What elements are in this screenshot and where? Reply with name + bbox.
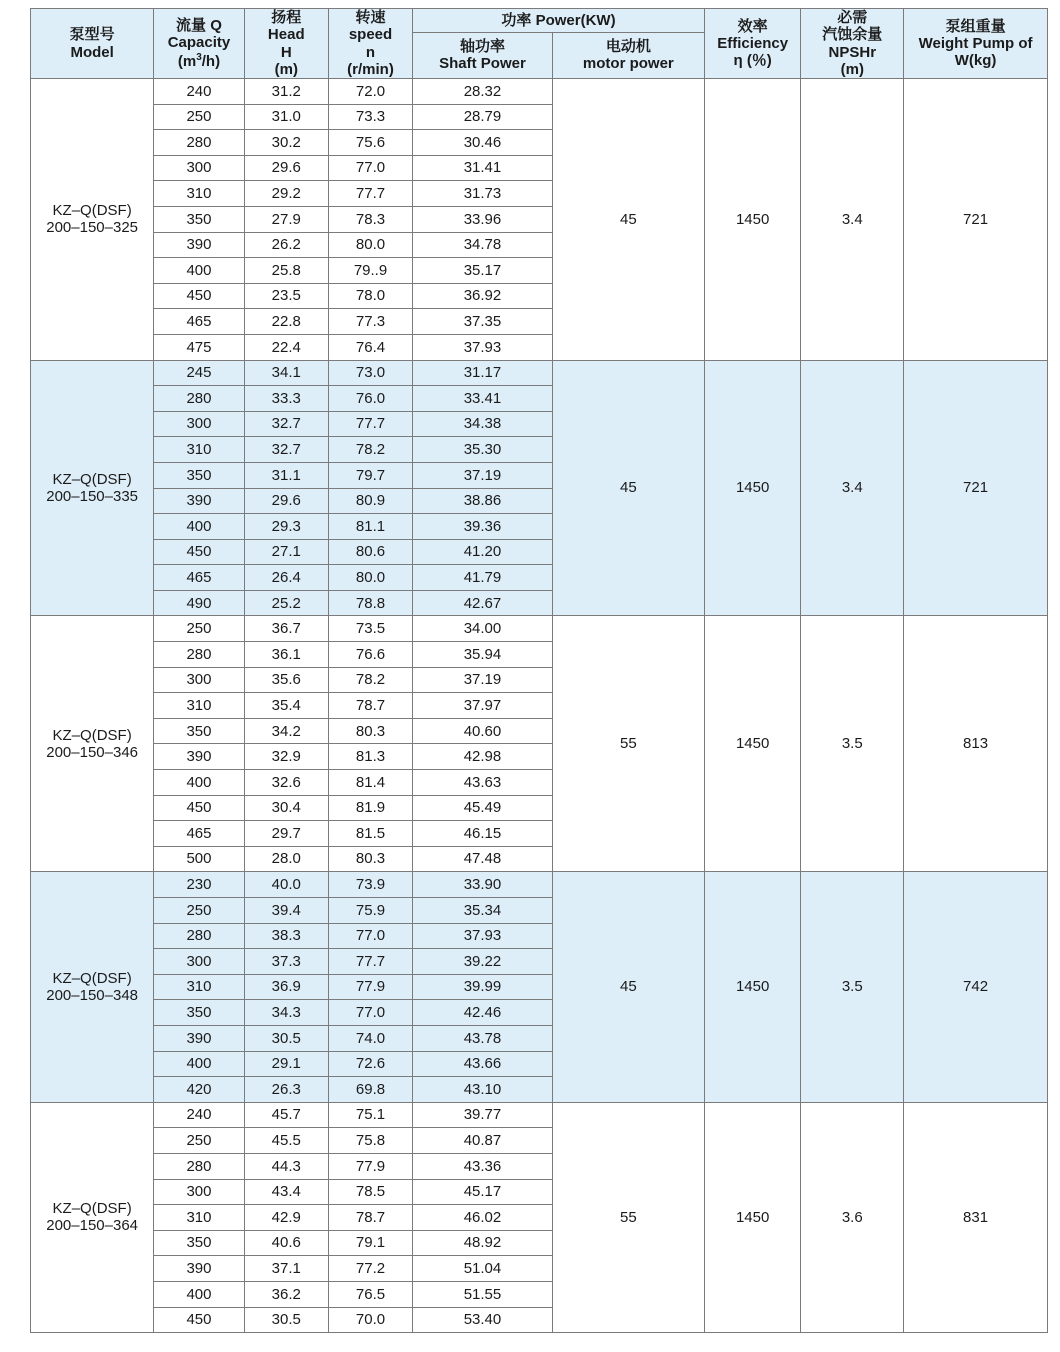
cell-shaft-power: 37.93 bbox=[413, 923, 553, 949]
cell-capacity: 230 bbox=[154, 872, 244, 898]
cell-shaft-power: 31.73 bbox=[413, 181, 553, 207]
cell-shaft-power: 31.17 bbox=[413, 360, 553, 386]
cell-head: 36.1 bbox=[244, 642, 328, 668]
cell-efficiency: 1450 bbox=[704, 872, 801, 1102]
cell-capacity: 400 bbox=[154, 770, 244, 796]
cell-capacity: 450 bbox=[154, 539, 244, 565]
model-line-1: KZ–Q(DSF) bbox=[52, 726, 132, 744]
cell-efficiency: 1450 bbox=[704, 79, 801, 361]
cell-capacity: 350 bbox=[154, 1230, 244, 1256]
cell-head: 25.2 bbox=[244, 590, 328, 616]
header-efficiency-unit: η (％) bbox=[733, 52, 772, 70]
cell-head: 32.9 bbox=[244, 744, 328, 770]
cell-speed: 77.7 bbox=[328, 949, 412, 975]
model-line-2: 200–150–346 bbox=[46, 743, 139, 761]
cell-shaft-power: 39.36 bbox=[413, 514, 553, 540]
table-row bbox=[31, 616, 1048, 642]
cell-speed: 76.0 bbox=[328, 386, 412, 412]
cell-speed: 81.9 bbox=[328, 795, 412, 821]
table-row bbox=[31, 872, 1048, 898]
header-head bbox=[244, 9, 328, 79]
cell-speed: 78.3 bbox=[328, 206, 412, 232]
header-power-group: 功率 Power(KW) bbox=[413, 9, 705, 33]
cell-shaft-power: 46.15 bbox=[413, 821, 553, 847]
cell-model bbox=[31, 360, 154, 616]
cell-capacity: 400 bbox=[154, 1281, 244, 1307]
header-efficiency-en: Efficiency bbox=[717, 34, 789, 52]
model-line-1: KZ–Q(DSF) bbox=[52, 969, 132, 987]
header-capacity-cn: 流量 Q bbox=[176, 17, 222, 35]
header-motor-cn: 电动机 bbox=[605, 38, 651, 56]
cell-speed: 75.6 bbox=[328, 130, 412, 156]
cell-head: 29.3 bbox=[244, 514, 328, 540]
cell-npshr: 3.4 bbox=[801, 360, 904, 616]
cell-capacity: 475 bbox=[154, 334, 244, 360]
cell-speed: 73.3 bbox=[328, 104, 412, 130]
cell-shaft-power: 41.79 bbox=[413, 565, 553, 591]
header-npshr bbox=[801, 9, 904, 79]
cell-shaft-power: 45.49 bbox=[413, 795, 553, 821]
table-row bbox=[31, 1102, 1048, 1128]
cell-shaft-power: 33.96 bbox=[413, 206, 553, 232]
cell-efficiency: 1450 bbox=[704, 360, 801, 616]
cell-motor-power: 45 bbox=[552, 79, 704, 361]
header-npshr-cn2: 汽蚀余量 bbox=[822, 26, 883, 44]
header-motor-power bbox=[552, 32, 704, 78]
cell-capacity: 390 bbox=[154, 1256, 244, 1282]
cell-capacity: 245 bbox=[154, 360, 244, 386]
cell-shaft-power: 37.35 bbox=[413, 309, 553, 335]
cell-shaft-power: 35.17 bbox=[413, 258, 553, 284]
model-line-1: KZ–Q(DSF) bbox=[52, 202, 132, 220]
cell-speed: 73.0 bbox=[328, 360, 412, 386]
cell-speed: 76.5 bbox=[328, 1281, 412, 1307]
cell-capacity: 350 bbox=[154, 462, 244, 488]
cell-head: 45.7 bbox=[244, 1102, 328, 1128]
cell-capacity: 250 bbox=[154, 1128, 244, 1154]
cell-shaft-power: 40.87 bbox=[413, 1128, 553, 1154]
header-npshr-unit: (m) bbox=[840, 60, 864, 78]
cell-head: 36.9 bbox=[244, 974, 328, 1000]
cell-head: 29.6 bbox=[244, 488, 328, 514]
cell-shaft-power: 53.40 bbox=[413, 1307, 553, 1333]
cell-head: 30.4 bbox=[244, 795, 328, 821]
cell-capacity: 300 bbox=[154, 667, 244, 693]
model-line-1: KZ–Q(DSF) bbox=[52, 470, 132, 488]
cell-capacity: 450 bbox=[154, 1307, 244, 1333]
cell-speed: 70.0 bbox=[328, 1307, 412, 1333]
cell-head: 33.3 bbox=[244, 386, 328, 412]
cell-speed: 76.6 bbox=[328, 642, 412, 668]
cell-speed: 78.7 bbox=[328, 1205, 412, 1231]
cell-shaft-power: 42.98 bbox=[413, 744, 553, 770]
cell-shaft-power: 51.04 bbox=[413, 1256, 553, 1282]
cell-shaft-power: 34.00 bbox=[413, 616, 553, 642]
cell-head: 29.7 bbox=[244, 821, 328, 847]
header-capacity-unit: $(m^3/h)$ bbox=[177, 51, 221, 70]
cell-speed: 75.9 bbox=[328, 898, 412, 924]
cell-npshr: 3.4 bbox=[801, 79, 904, 361]
cell-head: 25.8 bbox=[244, 258, 328, 284]
cell-head: 29.1 bbox=[244, 1051, 328, 1077]
cell-shaft-power: 39.22 bbox=[413, 949, 553, 975]
cell-capacity: 250 bbox=[154, 104, 244, 130]
cell-head: 39.4 bbox=[244, 898, 328, 924]
cell-speed: 81.3 bbox=[328, 744, 412, 770]
cell-shaft-power: 39.77 bbox=[413, 1102, 553, 1128]
cell-shaft-power: 33.41 bbox=[413, 386, 553, 412]
cell-npshr: 3.6 bbox=[801, 1102, 904, 1332]
cell-capacity: 490 bbox=[154, 590, 244, 616]
cell-shaft-power: 37.97 bbox=[413, 693, 553, 719]
cell-model bbox=[31, 616, 154, 872]
cell-weight: 721 bbox=[904, 360, 1048, 616]
cell-shaft-power: 36.92 bbox=[413, 283, 553, 309]
header-head-cn: 扬程 bbox=[271, 9, 302, 26]
header-speed bbox=[328, 9, 412, 79]
cell-capacity: 390 bbox=[154, 1025, 244, 1051]
cell-head: 32.7 bbox=[244, 437, 328, 463]
cell-capacity: 400 bbox=[154, 1051, 244, 1077]
cell-speed: 80.3 bbox=[328, 846, 412, 872]
cell-capacity: 310 bbox=[154, 1205, 244, 1231]
cell-speed: 77.7 bbox=[328, 411, 412, 437]
header-npshr-en: NPSHr bbox=[828, 43, 877, 61]
cell-npshr: 3.5 bbox=[801, 616, 904, 872]
cell-shaft-power: 35.94 bbox=[413, 642, 553, 668]
cell-capacity: 465 bbox=[154, 565, 244, 591]
cell-capacity: 390 bbox=[154, 744, 244, 770]
cell-speed: 79.7 bbox=[328, 462, 412, 488]
cell-shaft-power: 48.92 bbox=[413, 1230, 553, 1256]
cell-head: 40.0 bbox=[244, 872, 328, 898]
cell-capacity: 310 bbox=[154, 974, 244, 1000]
cell-speed: 75.1 bbox=[328, 1102, 412, 1128]
cell-capacity: 300 bbox=[154, 411, 244, 437]
cell-head: 32.7 bbox=[244, 411, 328, 437]
cell-head: 44.3 bbox=[244, 1153, 328, 1179]
cell-shaft-power: 40.60 bbox=[413, 718, 553, 744]
cell-shaft-power: 41.20 bbox=[413, 539, 553, 565]
header-weight-unit: W(kg) bbox=[954, 52, 997, 70]
cell-head: 26.4 bbox=[244, 565, 328, 591]
cell-speed: 69.8 bbox=[328, 1077, 412, 1103]
cell-shaft-power: 47.48 bbox=[413, 846, 553, 872]
cell-speed: 73.9 bbox=[328, 872, 412, 898]
model-line-2: 200–150–348 bbox=[46, 987, 139, 1005]
cell-model bbox=[31, 872, 154, 1102]
header-npshr-cn1: 必需 bbox=[837, 9, 868, 26]
cell-shaft-power: 45.17 bbox=[413, 1179, 553, 1205]
cell-shaft-power: 43.36 bbox=[413, 1153, 553, 1179]
header-weight-cn: 泵组重量 bbox=[945, 17, 1006, 35]
cell-speed: 73.5 bbox=[328, 616, 412, 642]
header-model-en: Model bbox=[70, 43, 114, 61]
header-model-cn: 泵型号 bbox=[69, 26, 115, 44]
cell-capacity: 280 bbox=[154, 1153, 244, 1179]
cell-capacity: 420 bbox=[154, 1077, 244, 1103]
cell-head: 31.1 bbox=[244, 462, 328, 488]
cell-capacity: 350 bbox=[154, 206, 244, 232]
cell-head: 34.2 bbox=[244, 718, 328, 744]
cell-head: 31.2 bbox=[244, 79, 328, 105]
cell-speed: 81.4 bbox=[328, 770, 412, 796]
cell-speed: 78.0 bbox=[328, 283, 412, 309]
table-body bbox=[31, 79, 1048, 1333]
model-line-2: 200–150–335 bbox=[46, 488, 139, 505]
cell-speed: 77.9 bbox=[328, 1153, 412, 1179]
header-row-1 bbox=[31, 9, 1048, 33]
cell-shaft-power: 28.32 bbox=[413, 79, 553, 105]
cell-capacity: 310 bbox=[154, 181, 244, 207]
header-speed-symbol: n bbox=[365, 43, 376, 61]
model-line-2: 200–150–364 bbox=[46, 1217, 139, 1235]
cell-head: 29.6 bbox=[244, 155, 328, 181]
cell-shaft-power: 33.90 bbox=[413, 872, 553, 898]
cell-speed: 80.6 bbox=[328, 539, 412, 565]
cell-speed: 72.6 bbox=[328, 1051, 412, 1077]
cell-shaft-power: 34.38 bbox=[413, 411, 553, 437]
header-speed-en: speed bbox=[348, 26, 393, 44]
cell-shaft-power: 37.19 bbox=[413, 667, 553, 693]
cell-weight: 813 bbox=[904, 616, 1048, 872]
header-head-symbol: H bbox=[280, 43, 292, 61]
cell-capacity: 400 bbox=[154, 514, 244, 540]
cell-capacity: 300 bbox=[154, 1179, 244, 1205]
cell-speed: 72.0 bbox=[328, 79, 412, 105]
cell-speed: 76.4 bbox=[328, 334, 412, 360]
cell-shaft-power: 43.66 bbox=[413, 1051, 553, 1077]
cell-capacity: 250 bbox=[154, 616, 244, 642]
header-speed-unit: (r/min) bbox=[347, 60, 394, 78]
cell-head: 38.3 bbox=[244, 923, 328, 949]
cell-capacity: 350 bbox=[154, 1000, 244, 1026]
cell-efficiency: 1450 bbox=[704, 616, 801, 872]
cell-weight: 742 bbox=[904, 872, 1048, 1102]
cell-head: 27.9 bbox=[244, 206, 328, 232]
cell-capacity: 300 bbox=[154, 155, 244, 181]
cell-head: 26.3 bbox=[244, 1077, 328, 1103]
cell-motor-power: 45 bbox=[552, 360, 704, 616]
cell-speed: 80.9 bbox=[328, 488, 412, 514]
cell-capacity: 350 bbox=[154, 718, 244, 744]
cell-shaft-power: 46.02 bbox=[413, 1205, 553, 1231]
header-shaft-cn: 轴功率 bbox=[459, 38, 505, 56]
cell-head: 23.5 bbox=[244, 283, 328, 309]
header-model bbox=[31, 9, 154, 79]
header-weight-en: Weight Pump of bbox=[918, 34, 1033, 52]
header-weight bbox=[904, 9, 1048, 79]
cell-speed: 80.0 bbox=[328, 565, 412, 591]
cell-weight: 831 bbox=[904, 1102, 1048, 1332]
cell-speed: 81.1 bbox=[328, 514, 412, 540]
cell-shaft-power: 43.63 bbox=[413, 770, 553, 796]
cell-capacity: 250 bbox=[154, 898, 244, 924]
cell-head: 26.2 bbox=[244, 232, 328, 258]
cell-head: 36.2 bbox=[244, 1281, 328, 1307]
cell-speed: 74.0 bbox=[328, 1025, 412, 1051]
cell-capacity: 280 bbox=[154, 642, 244, 668]
header-capacity-en: Capacity bbox=[167, 34, 231, 52]
cell-speed: 77.0 bbox=[328, 1000, 412, 1026]
cell-shaft-power: 42.46 bbox=[413, 1000, 553, 1026]
header-shaft-power bbox=[413, 32, 553, 78]
cell-head: 28.0 bbox=[244, 846, 328, 872]
cell-shaft-power: 37.19 bbox=[413, 462, 553, 488]
table-row bbox=[31, 360, 1048, 386]
cell-speed: 79..9 bbox=[328, 258, 412, 284]
cell-shaft-power: 34.78 bbox=[413, 232, 553, 258]
cell-capacity: 390 bbox=[154, 232, 244, 258]
cell-model bbox=[31, 79, 154, 361]
cell-speed: 78.8 bbox=[328, 590, 412, 616]
cell-speed: 77.7 bbox=[328, 181, 412, 207]
cell-capacity: 400 bbox=[154, 258, 244, 284]
cell-head: 30.2 bbox=[244, 130, 328, 156]
cell-head: 36.7 bbox=[244, 616, 328, 642]
cell-capacity: 280 bbox=[154, 923, 244, 949]
header-shaft-en: Shaft Power bbox=[439, 55, 526, 73]
cell-head: 43.4 bbox=[244, 1179, 328, 1205]
cell-head: 37.1 bbox=[244, 1256, 328, 1282]
model-line-1: KZ–Q(DSF) bbox=[52, 1200, 132, 1218]
cell-capacity: 465 bbox=[154, 309, 244, 335]
cell-head: 34.3 bbox=[244, 1000, 328, 1026]
cell-shaft-power: 35.30 bbox=[413, 437, 553, 463]
cell-motor-power: 55 bbox=[552, 616, 704, 872]
header-motor-en: motor power bbox=[582, 55, 674, 73]
cell-shaft-power: 37.93 bbox=[413, 334, 553, 360]
cell-speed: 78.2 bbox=[328, 667, 412, 693]
cell-capacity: 240 bbox=[154, 1102, 244, 1128]
cell-speed: 80.3 bbox=[328, 718, 412, 744]
cell-weight: 721 bbox=[904, 79, 1048, 361]
cell-capacity: 300 bbox=[154, 949, 244, 975]
cell-shaft-power: 43.78 bbox=[413, 1025, 553, 1051]
cell-head: 31.0 bbox=[244, 104, 328, 130]
table-header bbox=[31, 9, 1048, 79]
cell-capacity: 500 bbox=[154, 846, 244, 872]
cell-capacity: 310 bbox=[154, 693, 244, 719]
header-speed-cn: 转速 bbox=[355, 9, 386, 26]
cell-speed: 78.7 bbox=[328, 693, 412, 719]
cell-speed: 77.3 bbox=[328, 309, 412, 335]
cell-shaft-power: 31.41 bbox=[413, 155, 553, 181]
cell-head: 32.6 bbox=[244, 770, 328, 796]
cell-head: 22.8 bbox=[244, 309, 328, 335]
cell-npshr: 3.5 bbox=[801, 872, 904, 1102]
cell-speed: 77.0 bbox=[328, 155, 412, 181]
cell-shaft-power: 30.46 bbox=[413, 130, 553, 156]
header-capacity bbox=[154, 9, 244, 79]
cell-speed: 77.2 bbox=[328, 1256, 412, 1282]
model-line-2: 200–150–325 bbox=[46, 219, 139, 237]
cell-capacity: 240 bbox=[154, 79, 244, 105]
cell-motor-power: 55 bbox=[552, 1102, 704, 1332]
pump-specification-table bbox=[30, 8, 1048, 1333]
cell-capacity: 390 bbox=[154, 488, 244, 514]
cell-head: 40.6 bbox=[244, 1230, 328, 1256]
cell-head: 29.2 bbox=[244, 181, 328, 207]
cell-shaft-power: 43.10 bbox=[413, 1077, 553, 1103]
cell-head: 37.3 bbox=[244, 949, 328, 975]
cell-speed: 78.2 bbox=[328, 437, 412, 463]
header-efficiency-cn: 效率 bbox=[737, 17, 768, 35]
cell-motor-power: 45 bbox=[552, 872, 704, 1102]
cell-capacity: 280 bbox=[154, 130, 244, 156]
cell-speed: 81.5 bbox=[328, 821, 412, 847]
cell-head: 30.5 bbox=[244, 1307, 328, 1333]
cell-shaft-power: 39.99 bbox=[413, 974, 553, 1000]
cell-head: 35.4 bbox=[244, 693, 328, 719]
cell-shaft-power: 28.79 bbox=[413, 104, 553, 130]
cell-speed: 78.5 bbox=[328, 1179, 412, 1205]
cell-shaft-power: 38.86 bbox=[413, 488, 553, 514]
cell-capacity: 310 bbox=[154, 437, 244, 463]
cell-capacity: 280 bbox=[154, 386, 244, 412]
header-head-en: Head bbox=[267, 26, 305, 44]
cell-speed: 79.1 bbox=[328, 1230, 412, 1256]
cell-shaft-power: 35.34 bbox=[413, 898, 553, 924]
cell-head: 45.5 bbox=[244, 1128, 328, 1154]
cell-capacity: 450 bbox=[154, 795, 244, 821]
cell-speed: 77.9 bbox=[328, 974, 412, 1000]
cell-speed: 75.8 bbox=[328, 1128, 412, 1154]
cell-capacity: 450 bbox=[154, 283, 244, 309]
cell-shaft-power: 42.67 bbox=[413, 590, 553, 616]
table-row bbox=[31, 79, 1048, 105]
cell-head: 27.1 bbox=[244, 539, 328, 565]
cell-shaft-power: 51.55 bbox=[413, 1281, 553, 1307]
cell-model bbox=[31, 1102, 154, 1332]
cell-head: 35.6 bbox=[244, 667, 328, 693]
cell-head: 42.9 bbox=[244, 1205, 328, 1231]
cell-head: 34.1 bbox=[244, 360, 328, 386]
cell-capacity: 465 bbox=[154, 821, 244, 847]
cell-efficiency: 1450 bbox=[704, 1102, 801, 1332]
cell-speed: 80.0 bbox=[328, 232, 412, 258]
cell-head: 22.4 bbox=[244, 334, 328, 360]
header-efficiency bbox=[704, 9, 801, 79]
header-head-unit: (m) bbox=[274, 60, 298, 78]
cell-speed: 77.0 bbox=[328, 923, 412, 949]
cell-head: 30.5 bbox=[244, 1025, 328, 1051]
